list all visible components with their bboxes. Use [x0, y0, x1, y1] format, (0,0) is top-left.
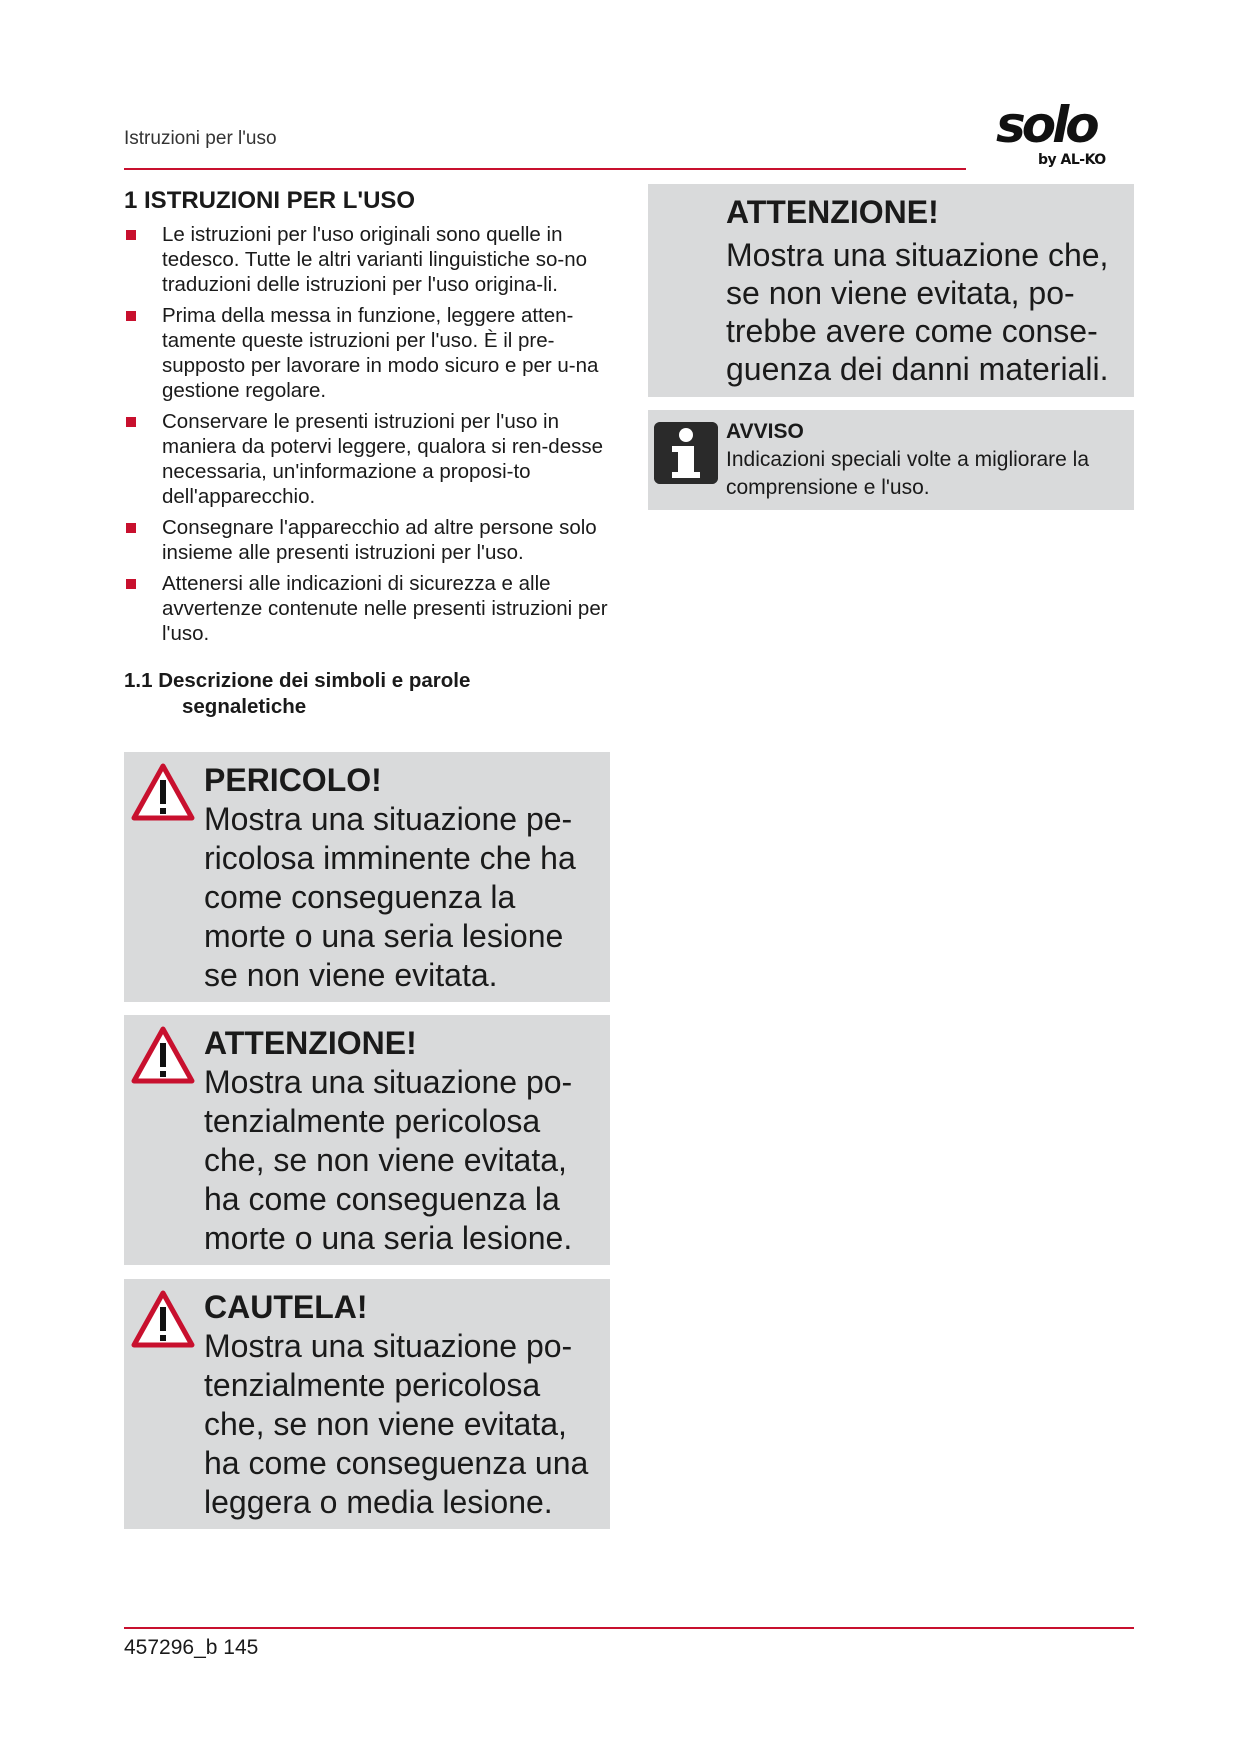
list-item — [124, 303, 614, 403]
warning-triangle-icon — [130, 1025, 196, 1085]
bullet-square-icon — [126, 230, 136, 240]
logo-wordmark: solo — [996, 96, 1096, 154]
warning-title: ATTENZIONE! — [204, 1025, 417, 1061]
logo-subtitle: by AL-KO — [1038, 152, 1106, 168]
caution-title: CAUTELA! — [204, 1289, 368, 1325]
instructions-section — [124, 186, 614, 730]
list-item-text: Le istruzioni per l'uso originali sono quelle in tedesco. Tutte le altri varianti linguistiche so-no traduzioni delle istruzioni per l'uso origina-li. — [162, 223, 588, 296]
bullet-square-icon — [126, 417, 136, 427]
subsection-number: 1.1 — [124, 669, 153, 692]
brand-logo — [996, 96, 1116, 172]
caution-notice — [124, 1279, 610, 1529]
subsection-title-line1: Descrizione dei simboli e parole — [158, 669, 471, 692]
bullet-square-icon — [126, 579, 136, 589]
header-divider — [124, 168, 966, 170]
warning-triangle-icon — [130, 1289, 196, 1349]
subsection-title-line2: segnaletiche — [182, 695, 307, 718]
list-item-text: Consegnare l'apparecchio ad altre persone solo insieme alle presenti istruzioni per l'uso. — [162, 516, 597, 564]
property-damage-text: Mostra una situazione che, se non viene evitata, po-trebbe avere come conse-guenza dei danni materiali. — [726, 237, 1109, 387]
instructions-list — [124, 222, 614, 646]
info-icon — [654, 422, 718, 484]
list-item-text: Conservare le presenti istruzioni per l'uso in maniera da potervi leggere, qualora si ren-desse necessaria, un'informazione a proposi-to dell'apparecchio. — [162, 410, 604, 508]
info-text: Indicazioni speciali volte a migliorare la comprensione e l'uso. — [726, 448, 1090, 499]
danger-text: Mostra una situazione pe-ricolosa imminente che ha come conseguenza la morte o una seria lesione se non viene evitata. — [204, 801, 576, 993]
list-item-text: Attenersi alle indicazioni di sicurezza e alle avvertenze contenute nelle presenti istruzioni per l'uso. — [162, 572, 608, 645]
danger-title: PERICOLO! — [204, 762, 382, 798]
property-damage-title: ATTENZIONE! — [726, 194, 939, 230]
header-title: Istruzioni per l'uso — [124, 128, 277, 149]
warning-triangle-icon — [130, 762, 196, 822]
list-item-text: Prima della messa in funzione, leggere atten-tamente queste istruzioni per l'uso. È il pre-supposto per lavorare in modo sicuro e per u-na gestione regolare. — [162, 304, 599, 402]
property-damage-notice — [648, 184, 1134, 397]
list-item — [124, 571, 614, 646]
warning-text: Mostra una situazione po-tenzialmente pericolosa che, se non viene evitata, ha come conseguenza la morte o una seria lesione. — [204, 1064, 573, 1256]
danger-notice — [124, 752, 610, 1002]
footer-divider — [124, 1627, 1134, 1629]
bullet-square-icon — [126, 523, 136, 533]
page-number: 457296_b 145 — [124, 1636, 259, 1659]
info-title: AVVISO — [726, 420, 804, 443]
list-item — [124, 409, 614, 509]
bullet-square-icon — [126, 311, 136, 321]
caution-text: Mostra una situazione po-tenzialmente pericolosa che, se non viene evitata, ha come conseguenza una leggera o media lesione. — [204, 1328, 589, 1520]
section-heading: 1 ISTRUZIONI PER L'USO — [124, 187, 416, 214]
info-notice — [648, 410, 1134, 510]
list-item — [124, 515, 614, 565]
list-item — [124, 222, 614, 297]
subsection-heading — [124, 668, 614, 720]
warning-notice — [124, 1015, 610, 1265]
